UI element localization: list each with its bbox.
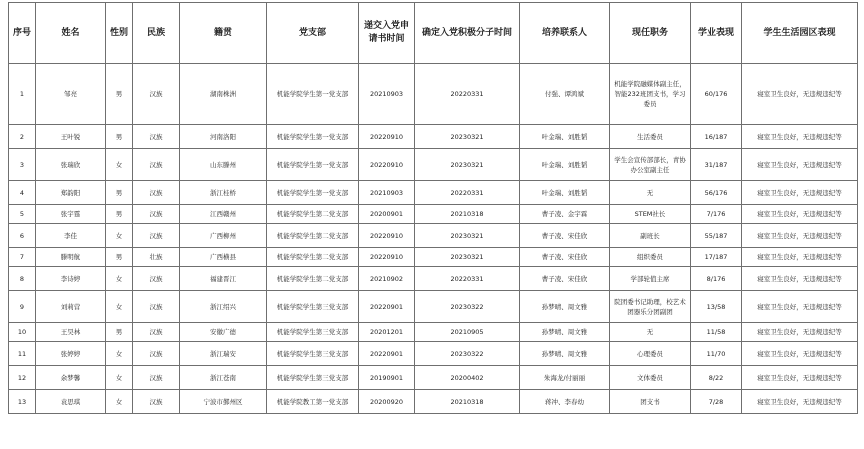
- cell-index: 13: [9, 390, 36, 414]
- cell-application-date: 20200920: [359, 390, 415, 414]
- cell-activist-date: 20230322: [415, 291, 520, 323]
- header-name: 姓名: [36, 3, 106, 64]
- cell-ethnicity: 汉族: [133, 224, 180, 248]
- cell-position: 组织委员: [610, 248, 691, 267]
- cell-contacts: 孙梦晴、周文雅: [520, 291, 610, 323]
- cell-activist-date: 20230322: [415, 342, 520, 366]
- cell-ethnicity: 汉族: [133, 181, 180, 205]
- cell-application-date: 20210903: [359, 64, 415, 125]
- cell-position: 学部轮值主席: [610, 267, 691, 291]
- cell-ethnicity: 汉族: [133, 390, 180, 414]
- cell-academic-rank: 8/176: [691, 267, 742, 291]
- cell-dorm-performance: 寝室卫生良好，无违规违纪等: [742, 205, 858, 224]
- cell-dorm-performance: 寝室卫生良好，无违规违纪等: [742, 366, 858, 390]
- table-row: [9, 181, 858, 205]
- cell-party-branch: 机能学院学生第二党支部: [267, 267, 359, 291]
- cell-index: 5: [9, 205, 36, 224]
- cell-hometown: 江西赣州: [180, 205, 267, 224]
- cell-application-date: 20220901: [359, 291, 415, 323]
- cell-ethnicity: 壮族: [133, 248, 180, 267]
- cell-position: 无: [610, 181, 691, 205]
- cell-dorm-performance: 寝室卫生良好，无违规违纪等: [742, 224, 858, 248]
- cell-academic-rank: 55/187: [691, 224, 742, 248]
- cell-dorm-performance: 寝室卫生良好，无违规违纪等: [742, 291, 858, 323]
- table-row: [9, 291, 858, 323]
- cell-gender: 男: [106, 248, 133, 267]
- cell-position: 无: [610, 323, 691, 342]
- cell-hometown: 浙江苍南: [180, 366, 267, 390]
- table-row: [9, 125, 858, 149]
- cell-contacts: 曹子凌、宋佳欣: [520, 267, 610, 291]
- cell-position: STEM社长: [610, 205, 691, 224]
- cell-contacts: 付强、谭鸿斌: [520, 64, 610, 125]
- cell-hometown: 广西柳州: [180, 224, 267, 248]
- cell-index: 1: [9, 64, 36, 125]
- header-contacts: 培养联系人: [520, 3, 610, 64]
- cell-gender: 女: [106, 224, 133, 248]
- table-row: [9, 366, 858, 390]
- cell-party-branch: 机能学院学生第一党支部: [267, 125, 359, 149]
- table-row: [9, 149, 858, 181]
- cell-ethnicity: 汉族: [133, 323, 180, 342]
- cell-party-branch: 机能学院学生第三党支部: [267, 342, 359, 366]
- cell-contacts: 叶金瑞、刘胜韬: [520, 181, 610, 205]
- header-ethnicity: 民族: [133, 3, 180, 64]
- cell-dorm-performance: 寝室卫生良好，无违规违纪等: [742, 64, 858, 125]
- cell-hometown: 河南洛阳: [180, 125, 267, 149]
- cell-name: 王叶锐: [36, 125, 106, 149]
- cell-activist-date: 20230321: [415, 224, 520, 248]
- cell-name: 张婷婷: [36, 342, 106, 366]
- cell-contacts: 曹子凌、宋佳欣: [520, 224, 610, 248]
- cell-index: 12: [9, 366, 36, 390]
- cell-hometown: 宁波市鄞州区: [180, 390, 267, 414]
- cell-gender: 女: [106, 366, 133, 390]
- cell-name: 刘莉营: [36, 291, 106, 323]
- cell-hometown: 福建晋江: [180, 267, 267, 291]
- cell-gender: 女: [106, 390, 133, 414]
- cell-contacts: 叶金瑞、刘胜韬: [520, 125, 610, 149]
- cell-academic-rank: 31/187: [691, 149, 742, 181]
- cell-dorm-performance: 寝室卫生良好，无违规违纪等: [742, 390, 858, 414]
- cell-activist-date: 20220331: [415, 267, 520, 291]
- cell-application-date: 20220901: [359, 342, 415, 366]
- cell-ethnicity: 汉族: [133, 267, 180, 291]
- cell-application-date: 20220910: [359, 125, 415, 149]
- table-row: [9, 390, 858, 414]
- cell-activist-date: 20230321: [415, 149, 520, 181]
- cell-dorm-performance: 寝室卫生良好，无违规违纪等: [742, 248, 858, 267]
- cell-activist-date: 20200402: [415, 366, 520, 390]
- cell-name: 余梦馨: [36, 366, 106, 390]
- table-row: [9, 342, 858, 366]
- header-hometown: 籍贯: [180, 3, 267, 64]
- cell-application-date: 20220910: [359, 149, 415, 181]
- cell-dorm-performance: 寝室卫生良好，无违规违纪等: [742, 149, 858, 181]
- cell-academic-rank: 13/58: [691, 291, 742, 323]
- cell-activist-date: 20220331: [415, 181, 520, 205]
- cell-party-branch: 机能学院学生第三党支部: [267, 323, 359, 342]
- cell-dorm-performance: 寝室卫生良好，无违规违纪等: [742, 125, 858, 149]
- cell-contacts: 曹子凌、宋佳欣: [520, 248, 610, 267]
- header-party-branch: 党支部: [267, 3, 359, 64]
- cell-academic-rank: 11/70: [691, 342, 742, 366]
- header-dorm-performance: 学生生活园区表现: [742, 3, 858, 64]
- cell-position: 院团委书记助理，校艺术团器乐分团副团: [610, 291, 691, 323]
- cell-party-branch: 机能学院学生第三党支部: [267, 366, 359, 390]
- cell-gender: 女: [106, 342, 133, 366]
- cell-position: 文体委员: [610, 366, 691, 390]
- cell-gender: 女: [106, 291, 133, 323]
- table-row: [9, 267, 858, 291]
- cell-position: 心理委员: [610, 342, 691, 366]
- cell-academic-rank: 17/187: [691, 248, 742, 267]
- cell-index: 6: [9, 224, 36, 248]
- cell-name: 张瑞欣: [36, 149, 106, 181]
- header-application-date: 递交入党申请书时间: [359, 3, 415, 64]
- cell-index: 4: [9, 181, 36, 205]
- cell-ethnicity: 汉族: [133, 149, 180, 181]
- cell-dorm-performance: 寝室卫生良好，无违规违纪等: [742, 342, 858, 366]
- cell-contacts: 叶金瑞、刘胜韬: [520, 149, 610, 181]
- header-gender: 性别: [106, 3, 133, 64]
- cell-contacts: 朱海龙/付丽丽: [520, 366, 610, 390]
- cell-hometown: 山东滕州: [180, 149, 267, 181]
- cell-name: 王昊林: [36, 323, 106, 342]
- cell-activist-date: 20220331: [415, 64, 520, 125]
- header-position: 现任职务: [610, 3, 691, 64]
- cell-academic-rank: 11/58: [691, 323, 742, 342]
- cell-application-date: 20190901: [359, 366, 415, 390]
- cell-application-date: 20220910: [359, 224, 415, 248]
- cell-gender: 男: [106, 205, 133, 224]
- cell-party-branch: 机能学院学生第二党支部: [267, 205, 359, 224]
- cell-contacts: 蒋冲、李春幼: [520, 390, 610, 414]
- cell-contacts: 孙梦晴、周文雅: [520, 323, 610, 342]
- cell-dorm-performance: 寝室卫生良好，无违规违纪等: [742, 323, 858, 342]
- cell-hometown: 浙江桂桥: [180, 181, 267, 205]
- cell-academic-rank: 7/176: [691, 205, 742, 224]
- cell-contacts: 曹子凌、金宇霖: [520, 205, 610, 224]
- cell-dorm-performance: 寝室卫生良好，无违规违纪等: [742, 181, 858, 205]
- cell-gender: 女: [106, 149, 133, 181]
- cell-academic-rank: 7/28: [691, 390, 742, 414]
- cell-activist-date: 20230321: [415, 248, 520, 267]
- table-row: [9, 205, 858, 224]
- cell-index: 9: [9, 291, 36, 323]
- cell-academic-rank: 56/176: [691, 181, 742, 205]
- cell-gender: 男: [106, 125, 133, 149]
- cell-position: 生活委员: [610, 125, 691, 149]
- cell-name: 郑韵阳: [36, 181, 106, 205]
- member-table-sheet: [8, 2, 857, 414]
- cell-academic-rank: 8/22: [691, 366, 742, 390]
- cell-index: 3: [9, 149, 36, 181]
- header-index: 序号: [9, 3, 36, 64]
- table-row: [9, 248, 858, 267]
- cell-party-branch: 机能学院学生第二党支部: [267, 224, 359, 248]
- cell-name: 张宇霆: [36, 205, 106, 224]
- header-academic-rank: 学业表现: [691, 3, 742, 64]
- cell-index: 10: [9, 323, 36, 342]
- table-body: [9, 64, 858, 414]
- cell-ethnicity: 汉族: [133, 366, 180, 390]
- cell-position: 团支书: [610, 390, 691, 414]
- cell-hometown: 安徽广德: [180, 323, 267, 342]
- cell-application-date: 20210903: [359, 181, 415, 205]
- table-row: [9, 64, 858, 125]
- cell-activist-date: 20210318: [415, 205, 520, 224]
- header-activist-date: 确定入党积极分子时间: [415, 3, 520, 64]
- cell-hometown: 广西横县: [180, 248, 267, 267]
- member-table: [8, 2, 858, 414]
- cell-hometown: 浙江绍兴: [180, 291, 267, 323]
- cell-gender: 男: [106, 181, 133, 205]
- cell-dorm-performance: 寝室卫生良好，无违规违纪等: [742, 267, 858, 291]
- cell-ethnicity: 汉族: [133, 125, 180, 149]
- cell-index: 11: [9, 342, 36, 366]
- cell-ethnicity: 汉族: [133, 205, 180, 224]
- cell-gender: 男: [106, 323, 133, 342]
- cell-party-branch: 机能学院学生第二党支部: [267, 248, 359, 267]
- cell-academic-rank: 16/187: [691, 125, 742, 149]
- table-row: [9, 323, 858, 342]
- cell-name: 袁思琪: [36, 390, 106, 414]
- cell-party-branch: 机能学院教工第一党支部: [267, 390, 359, 414]
- cell-hometown: 浙江瑞安: [180, 342, 267, 366]
- cell-ethnicity: 汉族: [133, 64, 180, 125]
- cell-position: 机能学院融媒体副主任，智能232班团支书，学习委员: [610, 64, 691, 125]
- cell-contacts: 孙梦晴、周文雅: [520, 342, 610, 366]
- cell-position: 学生会宣传部部长，青协办公室副主任: [610, 149, 691, 181]
- cell-party-branch: 机能学院学生第一党支部: [267, 64, 359, 125]
- table-row: [9, 224, 858, 248]
- cell-activist-date: 20210318: [415, 390, 520, 414]
- cell-party-branch: 机能学院学生第三党支部: [267, 291, 359, 323]
- cell-name: 邹亮: [36, 64, 106, 125]
- cell-position: 副班长: [610, 224, 691, 248]
- header-row: [9, 3, 858, 64]
- cell-ethnicity: 汉族: [133, 342, 180, 366]
- cell-index: 2: [9, 125, 36, 149]
- cell-party-branch: 机能学院学生第一党支部: [267, 149, 359, 181]
- cell-academic-rank: 60/176: [691, 64, 742, 125]
- cell-index: 8: [9, 267, 36, 291]
- cell-index: 7: [9, 248, 36, 267]
- cell-party-branch: 机能学院学生第一党支部: [267, 181, 359, 205]
- cell-application-date: 20200901: [359, 205, 415, 224]
- cell-hometown: 湖南株洲: [180, 64, 267, 125]
- cell-name: 李诗婷: [36, 267, 106, 291]
- cell-application-date: 20220910: [359, 248, 415, 267]
- cell-ethnicity: 汉族: [133, 291, 180, 323]
- cell-activist-date: 20230321: [415, 125, 520, 149]
- cell-activist-date: 20210905: [415, 323, 520, 342]
- cell-name: 李佳: [36, 224, 106, 248]
- cell-application-date: 20201201: [359, 323, 415, 342]
- cell-gender: 男: [106, 64, 133, 125]
- cell-application-date: 20210902: [359, 267, 415, 291]
- cell-name: 滕明航: [36, 248, 106, 267]
- cell-gender: 女: [106, 267, 133, 291]
